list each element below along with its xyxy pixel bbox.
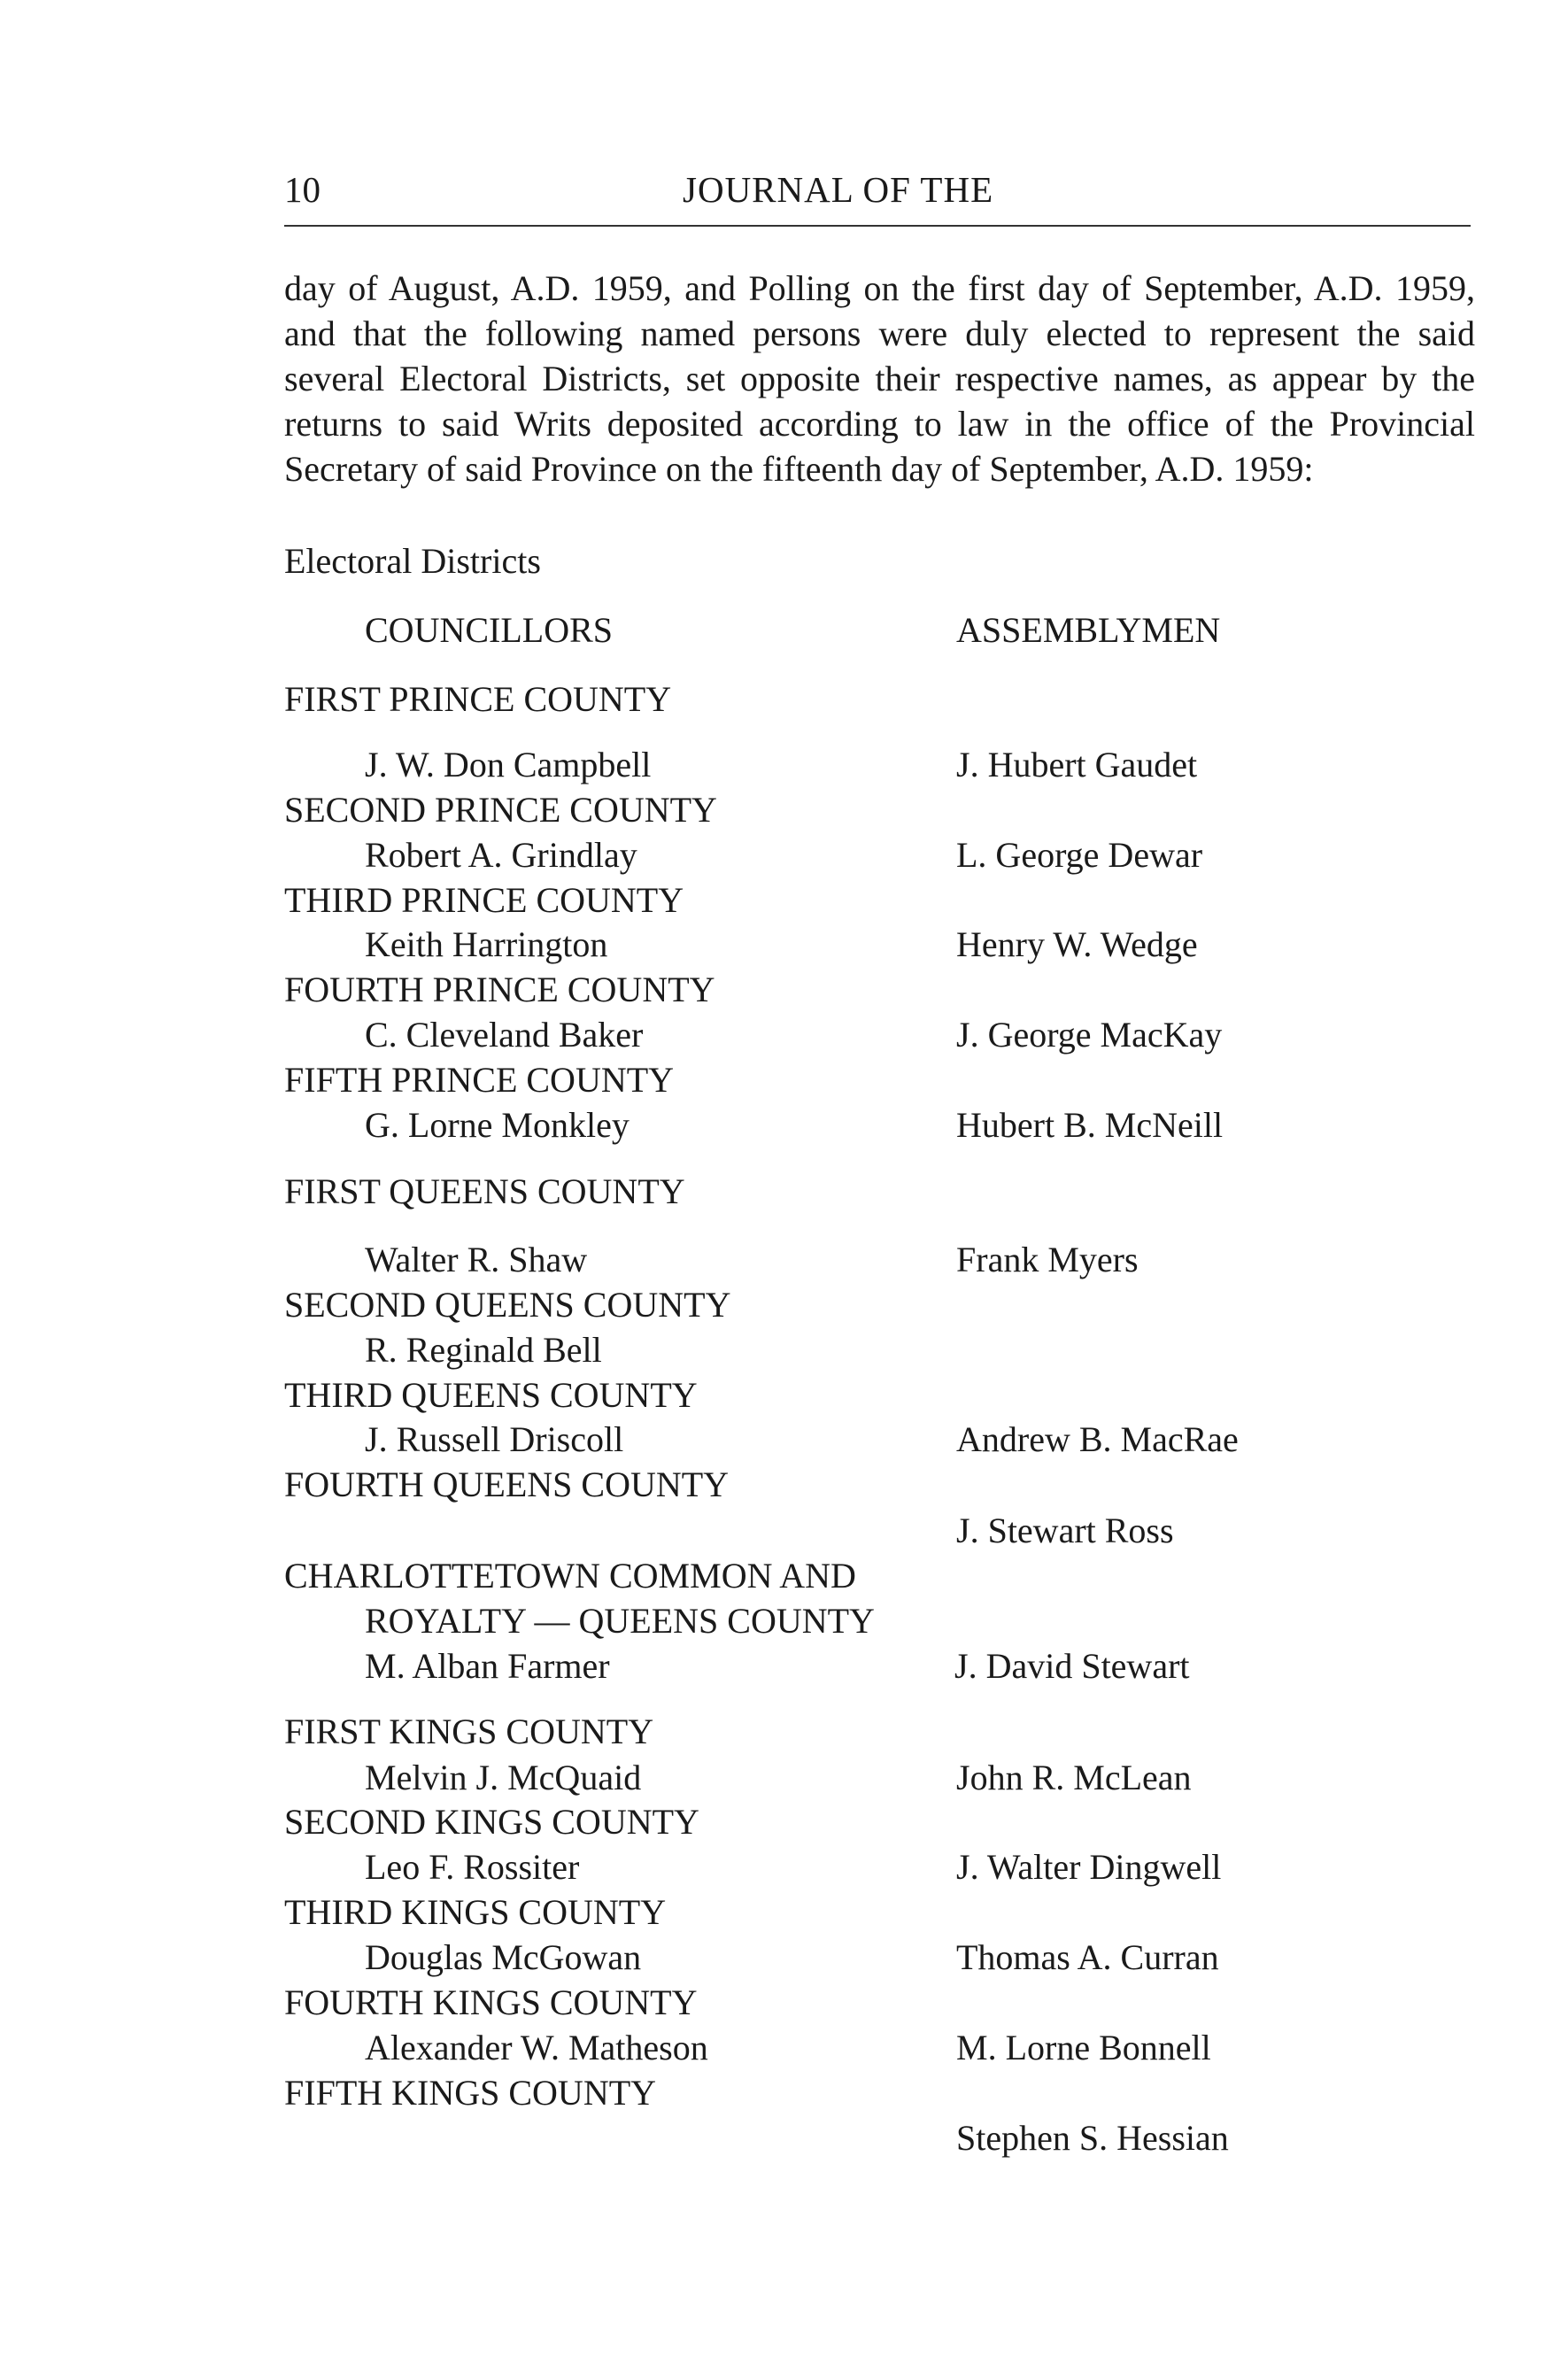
district-name: THIRD PRINCE COUNTY xyxy=(284,880,684,920)
district-name: CHARLOTTETOWN COMMON AND xyxy=(284,1556,856,1596)
assemblyman-name: Andrew B. MacRae xyxy=(956,1419,1239,1459)
assemblyman-name: J. George MacKay xyxy=(956,1015,1223,1055)
councillor-name: Melvin J. McQuaid xyxy=(365,1758,642,1797)
district-name: FOURTH QUEENS COUNTY xyxy=(284,1464,730,1504)
district-name-continued: ROYALTY — QUEENS COUNTY xyxy=(365,1601,875,1641)
councillor-name: G. Lorne Monkley xyxy=(365,1105,630,1145)
district-name: SECOND PRINCE COUNTY xyxy=(284,790,717,830)
running-header: JOURNAL OF THE xyxy=(683,169,994,210)
councillor-name: C. Cleveland Baker xyxy=(365,1015,644,1055)
district-name: FIFTH PRINCE COUNTY xyxy=(284,1060,675,1100)
assemblyman-name: J. Hubert Gaudet xyxy=(956,745,1198,784)
assemblyman-name: J. Stewart Ross xyxy=(956,1511,1174,1550)
district-name: FOURTH PRINCE COUNTY xyxy=(284,970,715,1009)
councillor-name: R. Reginald Bell xyxy=(365,1330,602,1370)
councillor-name: J. W. Don Campbell xyxy=(365,745,652,784)
page-number: 10 xyxy=(284,169,321,210)
assemblyman-name: L. George Dewar xyxy=(956,835,1203,875)
district-name: THIRD KINGS COUNTY xyxy=(284,1892,667,1932)
councillor-name: M. Alban Farmer xyxy=(365,1646,610,1686)
header-rule xyxy=(284,225,1471,227)
assemblyman-name: John R. McLean xyxy=(956,1758,1192,1797)
assemblyman-name: Thomas A. Curran xyxy=(956,1937,1219,1977)
councillor-name: Robert A. Grindlay xyxy=(365,835,637,875)
assemblyman-name: Frank Myers xyxy=(956,1240,1139,1279)
assemblyman-name: J. Walter Dingwell xyxy=(956,1847,1222,1887)
district-name: FIFTH KINGS COUNTY xyxy=(284,2073,657,2113)
assemblyman-name: Stephen S. Hessian xyxy=(956,2118,1229,2158)
assemblyman-name: Henry W. Wedge xyxy=(956,924,1198,964)
councillor-name: Walter R. Shaw xyxy=(365,1240,588,1279)
councillor-name: Leo F. Rossiter xyxy=(365,1847,580,1887)
councillor-name: J. Russell Driscoll xyxy=(365,1419,624,1459)
district-name: FIRST KINGS COUNTY xyxy=(284,1712,654,1751)
district-name: THIRD QUEENS COUNTY xyxy=(284,1375,698,1415)
assemblyman-name: M. Lorne Bonnell xyxy=(956,2028,1211,2067)
assemblyman-name: Hubert B. McNeill xyxy=(956,1105,1224,1145)
assemblyman-name: J. David Stewart xyxy=(954,1646,1190,1686)
councillors-heading: COUNCILLORS xyxy=(365,610,614,650)
electoral-districts-label: Electoral Districts xyxy=(284,541,541,581)
district-name: FIRST QUEENS COUNTY xyxy=(284,1171,685,1211)
district-name: FIRST PRINCE COUNTY xyxy=(284,679,672,719)
councillor-name: Douglas McGowan xyxy=(365,1937,642,1977)
assemblymen-heading: ASSEMBLYMEN xyxy=(956,610,1221,650)
district-name: SECOND KINGS COUNTY xyxy=(284,1802,699,1842)
intro-paragraph: day of August, A.D. 1959, and Polling on the first day of September, A.D. 1959, and that the following named persons were duly elected to represent the said several Electoral Districts, set opposite their respective names, as appear by the returns to said Writs deposited according to law in the office of the Provincial Secretary of said Province on the fifteenth day of September, A.D. 1959: xyxy=(284,268,1475,489)
district-name: SECOND QUEENS COUNTY xyxy=(284,1285,731,1325)
district-name: FOURTH KINGS COUNTY xyxy=(284,1982,698,2022)
councillor-name: Alexander W. Matheson xyxy=(365,2028,708,2067)
councillor-name: Keith Harrington xyxy=(365,924,608,964)
